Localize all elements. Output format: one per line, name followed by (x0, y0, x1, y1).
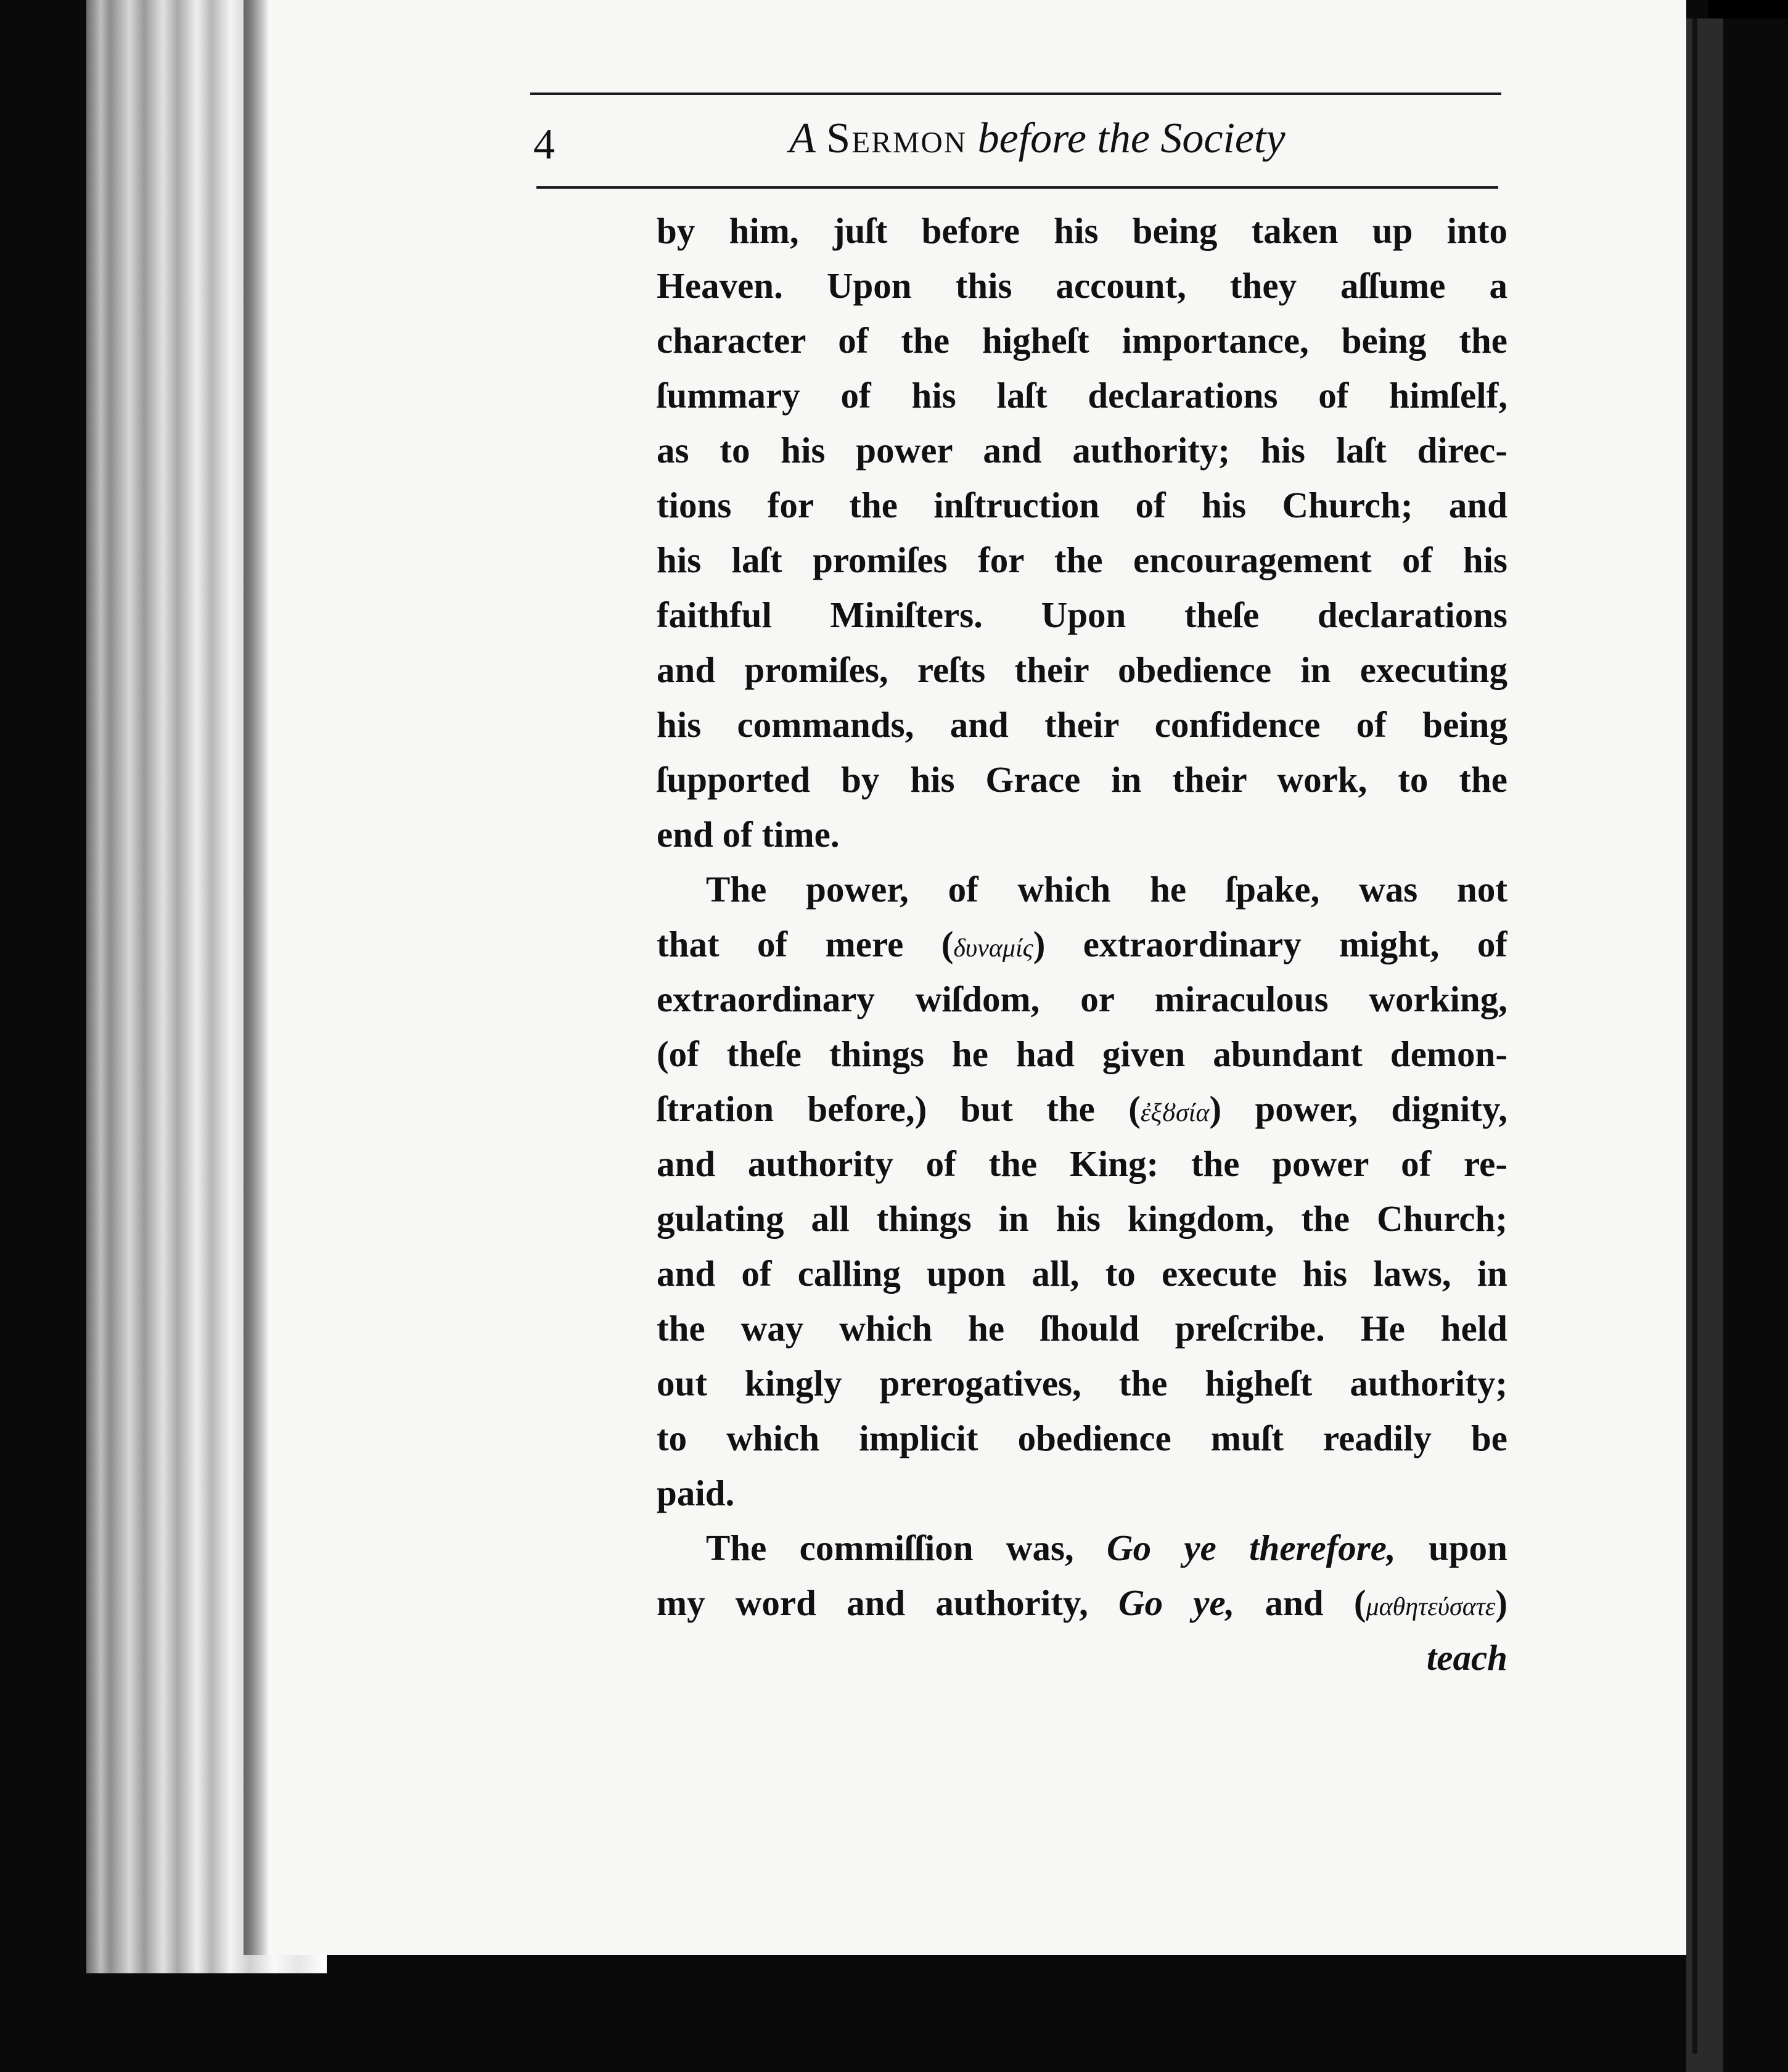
text-line (657, 1082, 1507, 1137)
text-line: extraordinary wiſdom, or miraculous working, (657, 979, 1507, 1019)
page-number: 4 (533, 121, 555, 168)
text-line: faithful Miniſters. Upon theſe declarations (657, 594, 1507, 635)
text-line: and of calling upon all, to execute his laws, in (657, 1253, 1507, 1294)
text-line: as to his power and authority; his laſt direc- (657, 430, 1507, 471)
right-margin-border (1686, 18, 1723, 2072)
text-line: by him, juſt before his being taken up into (657, 210, 1507, 251)
text-fragment: my word and authority, (657, 1582, 1119, 1623)
italic-fragment: Go ye, (1118, 1582, 1235, 1623)
running-head-sermon: Sermon (826, 115, 967, 162)
header-rule-bottom (536, 186, 1498, 189)
text-line (657, 917, 1507, 972)
text-line: his commands, and their confidence of being (657, 704, 1507, 745)
text-fragment: that of mere ( (657, 924, 954, 964)
running-head (789, 114, 1286, 163)
text-fragment: ) power, dignity, (1209, 1088, 1507, 1129)
text-line: Heaven. Upon this account, they aſſume a (657, 265, 1507, 306)
right-margin-line (1692, 18, 1697, 2054)
text-line (657, 1576, 1507, 1630)
text-line: (of theſe things he had given abundant demon- (657, 1034, 1507, 1074)
greek-word: δυναμίς (953, 934, 1033, 963)
text-line: gulating all things in his kingdom, the Church; (657, 1198, 1507, 1239)
text-fragment: ſtration before,) but the ( (657, 1088, 1141, 1129)
text-line: character of the higheſt importance, being the (657, 320, 1507, 361)
header-rule-top (530, 92, 1501, 95)
catchword: teach (1426, 1637, 1507, 1678)
text-line (657, 1521, 1507, 1576)
text-line: ſummary of his laſt declarations of himſelf, (657, 375, 1507, 416)
text-line: and promiſes, reſts their obedience in executing (657, 649, 1507, 690)
text-line: his laſt promiſes for the encouragement of his (657, 540, 1507, 580)
gutter-shadow (244, 0, 268, 1955)
greek-word: ἐξȣσία (1140, 1099, 1210, 1127)
text-line: and authority of the King: the power of re- (657, 1143, 1507, 1184)
text-line: paid. (657, 1473, 735, 1513)
text-line: The power, of which he ſpake, was not (706, 869, 1507, 910)
italic-fragment: Go ye therefore, (1107, 1527, 1396, 1568)
text-fragment: ) extraordinary might, of (1033, 924, 1507, 964)
text-fragment: ) (1495, 1582, 1507, 1623)
body-text (657, 204, 1507, 1685)
text-line: end of time. (657, 814, 840, 855)
text-line: to which implicit obedience muſt readily be (657, 1418, 1507, 1458)
text-line: ſupported by his Grace in their work, to the (657, 759, 1507, 800)
text-fragment: upon (1395, 1527, 1507, 1568)
text-line: the way which he ſhould preſcribe. He held (657, 1308, 1507, 1349)
text-line: tions for the inſtruction of his Church; and (657, 485, 1507, 525)
text-fragment: and ( (1234, 1582, 1366, 1623)
greek-word: μαθητεύσατε (1366, 1593, 1496, 1621)
running-head-a: A (789, 115, 816, 162)
text-line: out kingly prerogatives, the higheſt authority; (657, 1363, 1507, 1404)
text-fragment: The commiſſion was, (706, 1527, 1107, 1568)
running-head-rest: before the Society (977, 115, 1286, 162)
scan-corner (1708, 0, 1788, 18)
